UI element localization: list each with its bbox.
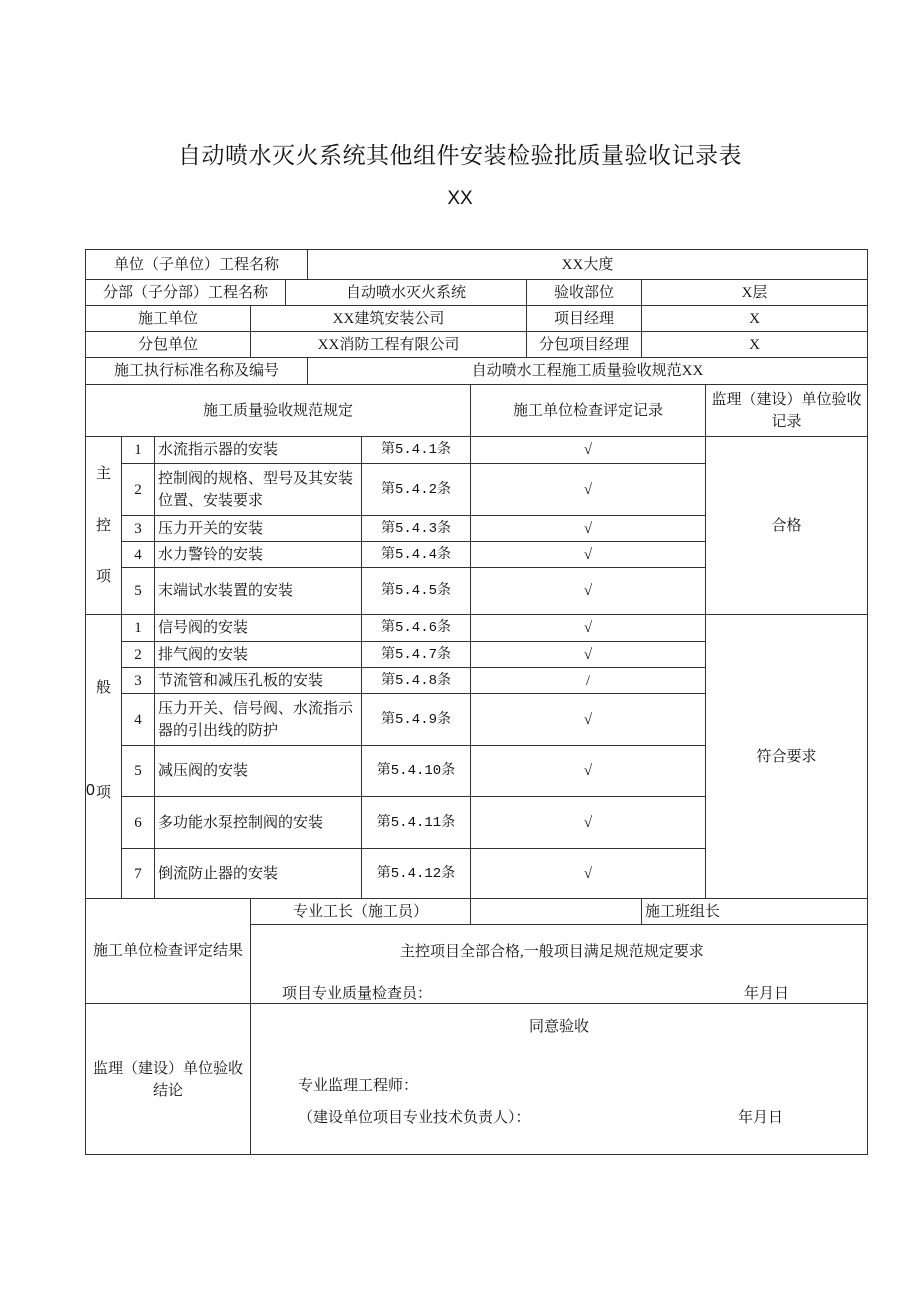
check-mark: / [585,672,591,689]
clause-ref: 第5.4.8条 [380,672,451,689]
construct-unit-value: XX建筑安装公司 [332,310,445,327]
project-manager-value: X [749,310,760,327]
main-items-group-label [86,437,121,614]
row-number: 3 [134,672,142,689]
team-leader-label: 施工班组长 [645,903,721,920]
unit-name-label: 单位（子单位）工程名称 [113,256,279,273]
clause-ref: 第5.4.9条 [380,711,451,728]
subcontractor-value: XX消防工程有限公司 [317,336,460,353]
item-name: 水力警铃的安装 [158,546,264,563]
general-items-group-label [86,615,121,898]
check-mark: √ [583,620,593,636]
row-number: 2 [134,481,142,498]
row-number: 1 [134,442,142,458]
item-name: 信号阀的安装 [158,620,249,636]
clause-ref: 第5.4.3条 [380,520,451,537]
construct-result-label: 施工单位检查评定结果 [92,943,243,959]
supervise-date: 年月日 [738,1110,784,1126]
general-items-result: 符合要求 [756,748,817,765]
row-number: 4 [134,546,142,563]
clause-ref: 第5.4.5条 [380,583,451,599]
item-name: 排气阀的安装 [158,646,249,663]
standard-value: 自动喷水工程施工质量验收规范XX [471,363,704,379]
clause-ref: 第5.4.4条 [380,546,451,563]
row-number: 4 [134,711,142,728]
check-mark: √ [583,763,593,779]
row-number: 5 [134,763,142,779]
row-number: 2 [134,646,142,663]
page-subtitle: XX [447,188,473,209]
check-mark: √ [583,865,593,882]
item-name: 压力开关的安装 [158,520,264,537]
check-mark: √ [583,646,593,663]
accept-part-value: X层 [741,284,768,301]
row-number: 6 [134,814,142,831]
clause-ref: 第5.4.12条 [376,865,456,882]
supervise-header: 监理（建设）单位验收记录 [711,391,862,430]
row-number: 3 [134,520,142,537]
clause-ref: 第5.4.10条 [376,763,456,779]
check-mark: √ [583,814,593,831]
check-mark: √ [583,442,593,458]
supervision-engineer-label: 专业监理工程师： [298,1078,419,1094]
col-divider [470,898,471,924]
owner-representative-label: （建设单位项目专业技术负责人）： [298,1110,531,1126]
group-char: 项 [95,569,111,585]
unit-name-value: XX大度 [561,256,614,273]
part-name-label: 分部（子分部）工程名称 [102,284,268,301]
row-number: 5 [134,583,142,599]
item-name: 压力开关、信号阀、水流指示器的引出线的防护 [158,700,354,739]
item-name: 控制阀的规格、型号及其安装位置、安装要求 [158,470,354,509]
spec-header: 施工质量验收规范规定 [202,402,353,419]
project-manager-label: 项目经理 [553,310,614,327]
supervise-conclusion: 同意验收 [529,1019,590,1035]
row-number: 1 [134,620,142,636]
group-char: 主 [95,466,111,482]
construct-date: 年月日 [744,986,790,1002]
item-name: 末端试水装置的安装 [158,583,294,599]
part-name-value: 自动喷水灭火系统 [345,284,466,301]
check-mark: √ [583,711,593,728]
row-number: 7 [134,865,142,882]
foreman-label: 专业工长（施工员） [292,903,428,920]
item-name: 多功能水泵控制阀的安装 [158,814,324,831]
subcontractor-label: 分包单位 [137,336,198,353]
col-divider [250,898,251,1155]
clause-ref: 第5.4.7条 [380,646,451,663]
stray-mark: 0 [86,782,95,799]
item-name: 节流管和减压孔板的安装 [158,672,324,689]
row-divider [250,924,868,925]
main-items-result: 合格 [771,517,802,534]
clause-ref: 第5.4.6条 [380,620,451,636]
standard-label: 施工执行标准名称及编号 [113,363,279,379]
page-title: 自动喷水灭火系统其他组件安装检验批质量验收记录表 [178,143,742,169]
clause-ref: 第5.4.1条 [380,442,451,458]
supervise-result-label: 监理（建设）单位验收结论 [92,1061,243,1099]
clause-ref: 第5.4.11条 [376,814,456,831]
group-char: 般 [95,680,111,696]
sub-project-manager-value: X [749,336,760,353]
clause-ref: 第5.4.2条 [380,481,451,498]
check-mark: √ [583,520,593,537]
quality-inspector-label: 项目专业质量检查员： [282,986,433,1002]
construct-conclusion: 主控项目全部合格,一般项目满足规范规定要求 [400,944,704,960]
item-name: 倒流防止器的安装 [158,865,279,882]
construct-unit-label: 施工单位 [137,310,198,327]
item-name: 水流指示器的安装 [158,442,279,458]
check-header: 施工单位检查评定记录 [512,402,663,419]
accept-part-label: 验收部位 [553,284,614,301]
group-char: 项 [95,785,111,801]
check-mark: √ [583,481,593,498]
item-name: 减压阀的安装 [158,763,249,779]
check-mark: √ [583,583,593,599]
group-char: 控 [95,517,111,534]
sub-project-manager-label: 分包项目经理 [538,336,629,353]
check-mark: √ [583,546,593,563]
